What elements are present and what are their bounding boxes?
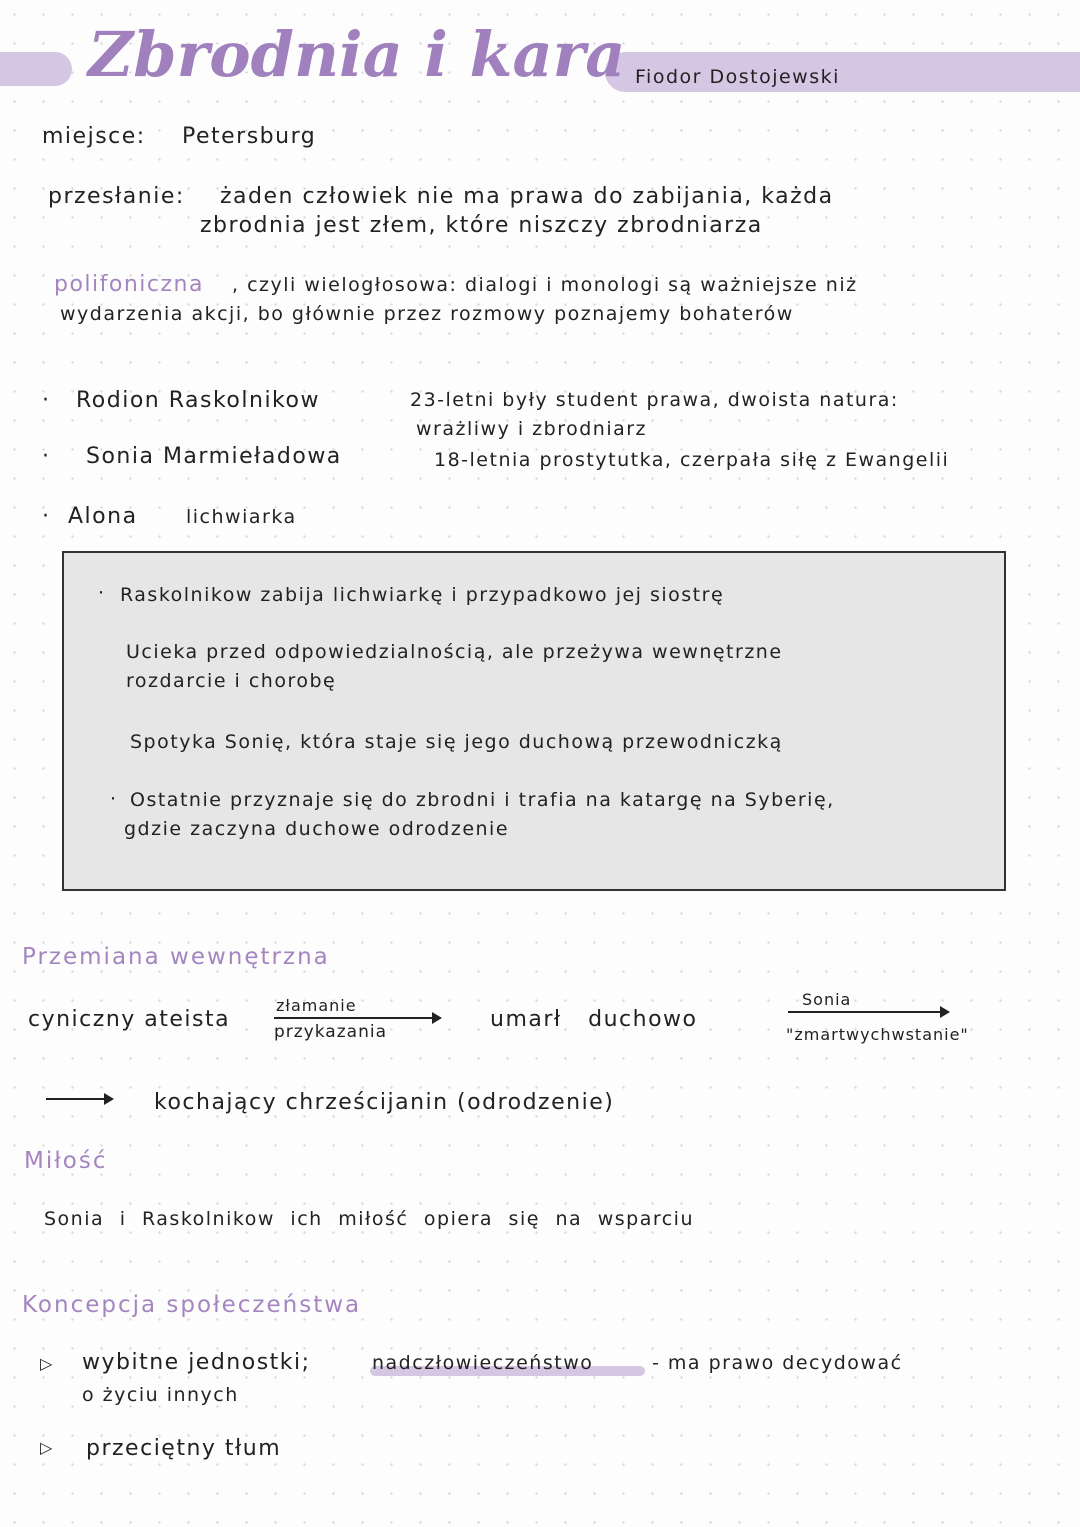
arrow-icon [788,1011,948,1013]
triangle-bullet-icon: ▷ [40,1438,53,1457]
heading-transformation: Przemiana wewnętrzna [22,944,330,970]
plot-line: rozdarcie i chorobę [126,670,337,692]
character-desc: 18-letnia prostytutka, czerpała siłę z Ewangelii [434,449,950,471]
society-item1-line2: o życiu innych [82,1384,239,1406]
message-label: przesłanie: [48,184,185,209]
place-value: Petersburg [182,124,317,149]
character-name: Sonia Marmieładowa [86,444,342,469]
title: Zbrodnia i kara [88,18,626,91]
arrow-icon [274,1017,440,1019]
polyphony-term: polifoniczna [54,272,204,297]
society-item2: przeciętny tłum [86,1436,282,1461]
arrow-label-bottom: przykazania [274,1022,387,1042]
plot-line: Raskolnikow zabija lichwiarkę i przypadkowo jej siostrę [120,584,725,606]
character-desc: 23-letni były student prawa, dwoista natura: [410,389,899,411]
plot-line: Spotyka Sonię, która staje się jego duchową przewodniczką [130,731,783,753]
plot-line: gdzie zaczyna duchowe odrodzenie [124,818,510,840]
arrow-label-top: złamanie [276,996,357,1015]
transformation-end: kochający chrześcijanin (odrodzenie) [154,1090,615,1115]
transformation-middle: umarł duchowo [490,1007,698,1032]
triangle-bullet-icon: ▷ [40,1354,53,1373]
polyphony-line2: wydarzenia akcji, bo głównie przez rozmowy poznajemy bohaterów [60,303,794,325]
arrow-label-bottom: "zmartwychwstanie" [786,1025,969,1044]
transformation-start: cyniczny ateista [28,1007,231,1032]
society-item1-rest: - ma prawo decydować [652,1352,903,1374]
plot-line: Ostatnie przyznaje się do zbrodni i trafia na katargę na Syberię, [130,789,835,811]
arrow-icon [46,1098,112,1100]
society-term: nadczłowieczeństwo [372,1352,594,1374]
love-text: Sonia i Raskolnikow ich miłość opiera się na wsparciu [44,1208,694,1230]
heading-love: Miłość [24,1148,108,1174]
place-label: miejsce: [42,124,146,149]
arrow-label-top: Sonia [802,990,852,1009]
note-page: Zbrodnia i kara Fiodor Dostojewski miejsce: Petersburg przesłanie: żaden człowiek nie ma prawa do zabijania, każda zbrodnia jest złem, które niszczy zbrodniarza polifoniczna , czyli wielogłosowa: dialogi i monologi są ważniejsze niż wydarzenia akcji, bo głównie przez rozmowy poznajemy bohaterów · Rodion Raskolnikow 23-letni były student prawa, dwoista natura: wrażliwy i zbrodniarz · Sonia Marmieładowa 18-letnia prostytutka, czerpała siłę z Ewangelii · Alona lichwiarka · Raskolnikow zabija lichwiarkę i przypadkowo jej siostrę Ucieka przed odpowiedzialnością, ale przeżywa wewnętrzne rozdarcie i chorobę Spotyka Sonię, która staje się jego duchową przewodniczką · Ostatnie przyznaje się do zbrodni i trafia na katargę na Syberię, gdzie zaczyna duchowe odrodzenie Przemiana wewnętrzna cyniczny ateista złamanie przykazania umarł duchowo Sonia "zmartwychwstanie" kochający chrześcijanin (odrodzenie) Miłość Sonia i Raskolnikow ich miłość opiera się na wsparciu Koncepcja społeczeństwa ▷ wybitne jednostki; nadczłowieczeństwo - ma prawo decydować o życiu innych ▷ przeciętny tłum [0,0,1080,1527]
character-desc2: wrażliwy i zbrodniarz [416,418,648,440]
character-name: Alona [68,504,138,529]
heading-society: Koncepcja społeczeństwa [22,1292,362,1318]
message-line2: zbrodnia jest złem, które niszczy zbrodniarza [200,213,763,238]
society-item1: wybitne jednostki; [82,1350,311,1375]
character-name: Rodion Raskolnikow [76,388,320,413]
message-line1: żaden człowiek nie ma prawa do zabijania, każda [220,184,834,209]
plot-line: Ucieka przed odpowiedzialnością, ale przeżywa wewnętrzne [126,641,783,663]
author: Fiodor Dostojewski [635,66,840,88]
character-desc: lichwiarka [186,506,297,528]
title-bar-left [0,52,72,86]
polyphony-rest: , czyli wielogłosowa: dialogi i monologi są ważniejsze niż [232,274,858,296]
